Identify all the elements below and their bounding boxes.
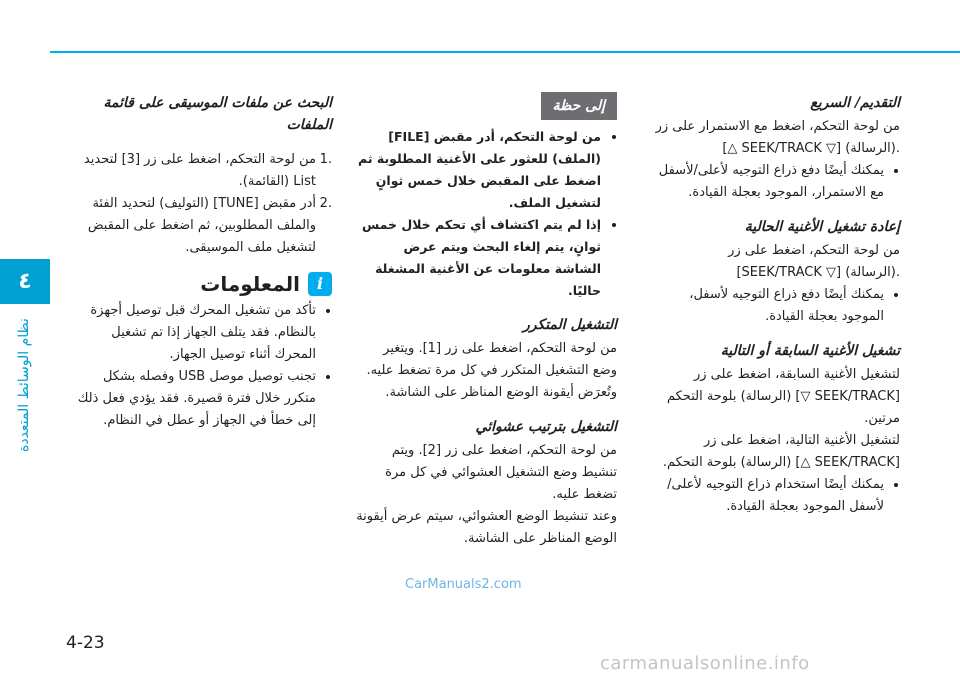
- paragraph: وتُعرَض أيقونة الوضع المناظر على الشاشة.: [385, 385, 617, 400]
- step-text: من لوحة التحكم، اضغط على زر [3] لتحديد List (القائمة).: [83, 152, 316, 189]
- section-heading: البحث عن ملفات الموسيقى على قائمة الملفات: [103, 95, 332, 133]
- section-replay: [645, 216, 900, 328]
- paragraph: لتشغيل الأغنية السابقة، اضغط على زر: [693, 367, 900, 382]
- note-list: [355, 126, 617, 302]
- section-repeat: [355, 314, 617, 404]
- section-fast-forward: [645, 92, 900, 204]
- section-heading: التشغيل بترتيب عشوائي: [475, 419, 617, 435]
- paragraph: [SEEK/TRACK △] (الرسالة) بلوحة التحكم.: [662, 455, 900, 470]
- paragraph: من لوحة التحكم، اضغط على زر [1]. ويتغير وضع التشغيل المتكرر في كل مرة تضغط عليه.: [366, 341, 617, 378]
- note-item: • من لوحة التحكم، أدر مقبض [FILE] (الملف) للعثور على الأغنية المطلوبة ثم اضغط على المقبض خلال خمس ثوانٍ لتشغيل الملف.: [355, 126, 601, 214]
- middle-column: [355, 92, 617, 550]
- step-number: .2: [319, 196, 332, 211]
- info-item: • تأكد من تشغيل المحرك قبل توصيل أجهزة بالنظام. فقد يتلف الجهاز إذا تم تشغيل المحرك أثناء توصيل الجهاز.: [70, 300, 316, 366]
- info-title-text: المعلومات: [200, 272, 300, 296]
- info-item: • تجنب توصيل موصل USB وفصله بشكل متكرر خلال فترة قصيرة. فقد يؤدي فعل ذلك إلى خطأ في الجهاز أو عطل في النظام.: [70, 366, 316, 432]
- section-prev-next: [645, 340, 900, 518]
- right-column: [645, 92, 900, 518]
- footer-watermark: carmanualsonline.info: [600, 653, 810, 674]
- steps-list: [70, 149, 332, 259]
- info-list: [70, 300, 332, 432]
- section-heading: تشغيل الأغنية السابقة أو التالية: [720, 343, 900, 359]
- paragraph: من لوحة التحكم، اضغط على زر [2]. ويتم تنشيط وضع التشغيل العشوائي في كل مرة تضغط عليه.: [385, 443, 617, 502]
- step-item: [70, 193, 332, 259]
- chapter-number: ٤: [18, 269, 32, 294]
- bullet-item: • يمكنك أيضًا استخدام ذراع التوجيه لأعلى/ لأسفل الموجود بعجلة القيادة.: [645, 474, 884, 518]
- paragraph: .(الرسالة) [▽ SEEK/TRACK]: [736, 265, 900, 280]
- section-heading: إعادة تشغيل الأغنية الحالية: [744, 219, 900, 235]
- paragraph: وعند تنشيط الوضع العشوائي، سيتم عرض أيقونة الوضع المناظر على الشاشة.: [356, 509, 617, 546]
- paragraph: لتشغيل الأغنية التالية، اضغط على زر: [703, 433, 900, 448]
- paragraph: من لوحة التحكم، اضغط مع الاستمرار على زر: [655, 119, 900, 134]
- paragraph: [SEEK/TRACK ▽] (الرسالة) بلوحة التحكم مرتين.: [666, 389, 900, 426]
- step-item: [70, 149, 332, 193]
- section-shuffle: [355, 416, 617, 550]
- bullet-item: • يمكنك أيضًا دفع ذراع التوجيه لأعلى/لأسفل مع الاستمرار، الموجود بعجلة القيادة.: [645, 160, 884, 204]
- bullet-item: • يمكنك أيضًا دفع ذراع التوجيه لأسفل، الموجود بعجلة القيادة.: [645, 284, 884, 328]
- section-heading: التشغيل المتكرر: [522, 317, 617, 333]
- note-badge: إلى حظة: [541, 92, 617, 120]
- section-heading: التقديم/ السريع: [810, 95, 900, 111]
- step-number: .1: [319, 152, 332, 167]
- info-icon: i: [308, 272, 332, 296]
- info-title: [70, 272, 332, 296]
- page-number: 4-23: [66, 633, 105, 653]
- chapter-label: نظام الوسائط المتعددة: [16, 318, 32, 452]
- step-text: أدر مقبض [TUNE] (التوليف) لتحديد الفئة والملف المطلوبين، ثم اضغط على المقبض لتشغيل ملف الموسيقى.: [87, 196, 316, 255]
- chapter-tab: [0, 259, 50, 304]
- note-item: • إذا لم يتم اكتشاف أي تحكم خلال خمس ثوانٍ، يتم إلغاء البحث ويتم عرض الشاشة معلومات عن الأغنية المشغلة حاليًا.: [355, 214, 601, 302]
- paragraph: .(الرسالة) [▽ SEEK/TRACK △]: [722, 141, 900, 156]
- watermark: CarManuals2.com: [405, 577, 522, 592]
- top-rule: [50, 51, 960, 53]
- paragraph: من لوحة التحكم، اضغط على زر: [728, 243, 900, 258]
- left-column: [70, 92, 332, 432]
